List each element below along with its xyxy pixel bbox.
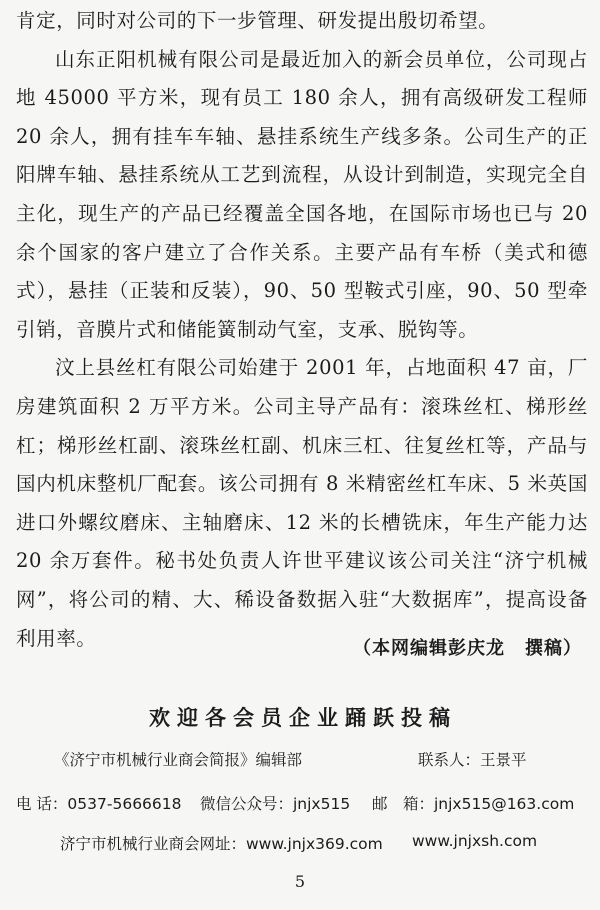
paragraph-continuation: 肯定，同时对公司的下一步管理、研发提出殷切希望。: [16, 9, 499, 32]
article-body: [16, 2, 588, 658]
wechat-account: 微信公众号：jnjx515: [200, 795, 351, 813]
submission-banner: 欢迎各会员企业踊跃投稿: [149, 706, 457, 730]
article-byline: [353, 634, 582, 660]
byline-role: 撰稿）: [525, 638, 582, 659]
page-number: 5: [294, 872, 306, 891]
contact-person: 联系人：王景平: [418, 751, 527, 769]
website-primary: 济宁市机械行业商会网址：www.jnjx369.com: [60, 835, 383, 853]
website-secondary: www.jnjxsh.com: [412, 832, 538, 850]
email-address: 邮 箱：jnjx515@163.com: [372, 795, 575, 813]
paragraph-zhengyang: 山东正阳机械有限公司是最近加入的新会员单位，公司现占地 45000 平方米，现有员工 180 余人，拥有高级研发工程师 20 余人，拥有挂车车轴、悬挂系统生产线多条。公司生产的正阳牌车轴、悬挂系统从工艺到流程，从设计到制造，实现完全自主化，现生产的产品已经覆盖全国各地，在国际市场也已与 20 余个国家的客户建立了合作关系。主要产品有车桥（美式和德式），悬挂（正装和反装），90、50 型鞍式引座，90、50 型牵引销，音膜片式和储能簧制动气室，支承、脱钩等。: [16, 47, 588, 341]
paragraph-wenshang: 汶上县丝杠有限公司始建于 2001 年，占地面积 47 亩，厂房建筑面积 2 万平方米。公司主导产品有：滚珠丝杠、梯形丝杠；梯形丝杠副、滚珠丝杠副、机床三杠、往复丝杠等，产品与国内机床整机厂配套。该公司拥有 8 米精密丝杠车床、5 米英国进口外螺纹磨床、主轴磨床、12 米的长槽铣床，年生产能力达 20 余万套件。秘书处负责人许世平建议该公司关注“济宁机械网”，将公司的精、大、稀设备数据入驻“大数据库”，提高设备利用率。: [16, 356, 588, 650]
byline-author: （本网编辑彭庆龙: [353, 638, 505, 659]
phone-number: 电 话：0537-5666618: [16, 795, 182, 813]
editor-department: 《济宁市机械行业商会简报》编辑部: [54, 751, 303, 769]
